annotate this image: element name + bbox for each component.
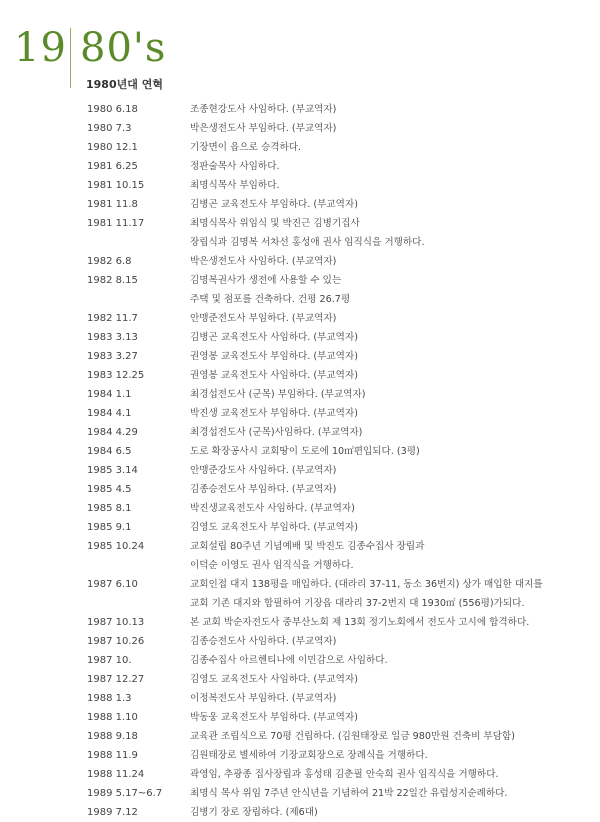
entry-description xyxy=(190,727,593,746)
entry-text-line: 박진생 교육전도사 부임하다. (부교역자) xyxy=(190,408,358,419)
entry-date: 1981 10.15 xyxy=(87,180,145,191)
entry-text-line: 박은생전도사 사임하다. (부교역자) xyxy=(190,256,337,267)
entry-description xyxy=(190,100,593,119)
entry-date: 1987 12.27 xyxy=(87,674,145,685)
entry-text-line: 주택 및 점포를 건축하다. 건평 26.7평 xyxy=(190,294,351,305)
entry-description xyxy=(190,537,593,575)
history-entry xyxy=(87,651,593,670)
entry-text-line: 김병기 장로 장립하다. (제6대) xyxy=(190,807,318,818)
entry-description xyxy=(190,765,593,784)
entry-text-line: 최명식 목사 위임 7주년 안식년을 기념하여 21박 22일간 유럽성지순례하다. xyxy=(190,788,508,799)
history-entry xyxy=(87,423,593,442)
entry-text-line: 김원태장로 별세하여 기장교회장으로 장례식을 거행하다. xyxy=(190,750,428,761)
entry-description xyxy=(190,499,593,518)
entry-date: 1980 12.1 xyxy=(87,142,138,153)
history-entry xyxy=(87,100,593,119)
entry-text-line: 최경섭전도사 (군목)사임하다. (부교역자) xyxy=(190,427,363,438)
history-entry xyxy=(87,271,593,309)
entry-description xyxy=(190,138,593,157)
entry-text-line: 교육관 조립식으로 70평 건립하다. (김원태장로 일금 980만원 건축비 부담함) xyxy=(190,731,515,742)
entry-description xyxy=(190,803,593,822)
entry-text-line: 박동웅 교육전도사 부임하다. (부교역자) xyxy=(190,712,358,723)
entry-date: 1988 9.18 xyxy=(87,731,138,742)
entry-text-line: 김종승전도사 사임하다. (부교역자) xyxy=(190,636,337,647)
entry-text-line: 김영도 교육전도사 부임하다. (부교역자) xyxy=(190,522,358,533)
history-entry xyxy=(87,328,593,347)
history-entry xyxy=(87,385,593,404)
history-list xyxy=(87,100,593,822)
history-entry xyxy=(87,195,593,214)
entry-date: 1984 1.1 xyxy=(87,389,132,400)
entry-text-line: 박진생교육전도사 사임하다. (부교역자) xyxy=(190,503,355,514)
entry-text-line: 최명식목사 위임식 및 박진근 김병기집사 xyxy=(190,218,360,229)
history-entry xyxy=(87,708,593,727)
history-entry xyxy=(87,461,593,480)
entry-date: 1984 4.29 xyxy=(87,427,138,438)
entry-text-line: 도로 확장공사시 교회땅이 도로에 10㎡편입되다. (3평) xyxy=(190,446,420,457)
entry-description xyxy=(190,195,593,214)
entry-text-line: 정판술목사 사임하다. xyxy=(190,161,280,172)
entry-text-line: 본 교회 박순자전도사 중부산노회 제 13회 정기노회에서 전도사 고시에 합격하다. xyxy=(190,617,530,628)
entry-description xyxy=(190,385,593,404)
history-entry xyxy=(87,499,593,518)
entry-description xyxy=(190,632,593,651)
entry-date: 1984 6.5 xyxy=(87,446,132,457)
entry-date: 1984 4.1 xyxy=(87,408,132,419)
entry-text-line: 김병곤 교육전도사 부임하다. (부교역자) xyxy=(190,199,358,210)
entry-date: 1982 11.7 xyxy=(87,313,138,324)
entry-text-line: 김명복권사가 생전에 사용할 수 있는 xyxy=(190,275,342,286)
entry-date: 1987 10.13 xyxy=(87,617,145,628)
entry-text-line: 안맹준강도사 사임하다. (부교역자) xyxy=(190,465,337,476)
entry-text-line: 김종수집사 아르헨티나에 이민감으로 사임하다. xyxy=(190,655,388,666)
history-entry xyxy=(87,537,593,575)
entry-description xyxy=(190,575,593,613)
entry-description xyxy=(190,613,593,632)
entry-text-line: 교회 기존 대지와 합필하여 기장읍 대라리 37-2번지 대 1930㎡ (556평)가되다. xyxy=(190,598,525,609)
entry-date: 1980 7.3 xyxy=(87,123,132,134)
entry-text-line: 최명식목사 부임하다. xyxy=(190,180,280,191)
history-entry xyxy=(87,309,593,328)
entry-date: 1985 9.1 xyxy=(87,522,132,533)
entry-date: 1982 8.15 xyxy=(87,275,138,286)
entry-date: 1981 11.17 xyxy=(87,218,145,229)
entry-text-line: 곽영임, 추광종 집사장립과 홍성태 김춘필 안숙희 권사 임직식을 거행하다. xyxy=(190,769,499,780)
entry-description xyxy=(190,328,593,347)
history-entry xyxy=(87,746,593,765)
header-divider xyxy=(70,28,71,88)
entry-description xyxy=(190,784,593,803)
entry-description xyxy=(190,708,593,727)
entry-text-line: 김종승전도사 부임하다. (부교역자) xyxy=(190,484,337,495)
entry-date: 1987 10. xyxy=(87,655,132,666)
history-entry xyxy=(87,442,593,461)
history-entry xyxy=(87,784,593,803)
entry-description xyxy=(190,404,593,423)
entry-text-line: 교회설립 80주년 기념예배 및 박진도 김종수집사 장립과 xyxy=(190,541,425,552)
history-entry xyxy=(87,404,593,423)
history-entry xyxy=(87,366,593,385)
entry-date: 1981 11.8 xyxy=(87,199,138,210)
history-entry xyxy=(87,613,593,632)
entry-description xyxy=(190,461,593,480)
entry-date: 1988 11.24 xyxy=(87,769,145,780)
entry-text-line: 장립식과 김명복 서차선 홍성애 권사 임직식을 거행하다. xyxy=(190,237,425,248)
entry-description xyxy=(190,423,593,442)
entry-text-line: 권영봉 교육전도사 부임하다. (부교역자) xyxy=(190,351,358,362)
history-entry xyxy=(87,670,593,689)
entry-description xyxy=(190,670,593,689)
entry-date: 1985 4.5 xyxy=(87,484,132,495)
entry-description xyxy=(190,309,593,328)
history-entry xyxy=(87,727,593,746)
entry-text-line: 김병곤 교육전도사 사임하다. (부교역자) xyxy=(190,332,358,343)
entry-description xyxy=(190,689,593,708)
entry-description xyxy=(190,746,593,765)
entry-date: 1988 1.10 xyxy=(87,712,138,723)
entry-date: 1988 1.3 xyxy=(87,693,132,704)
entry-description xyxy=(190,347,593,366)
entry-date: 1988 11.9 xyxy=(87,750,138,761)
entry-date: 1983 3.27 xyxy=(87,351,138,362)
entry-text-line: 최경섭전도사 (군목) 부임하다. (부교역자) xyxy=(190,389,366,400)
entry-date: 1983 3.13 xyxy=(87,332,138,343)
history-entry xyxy=(87,575,593,613)
history-entry xyxy=(87,689,593,708)
entry-description xyxy=(190,157,593,176)
entry-text-line: 안맹준전도사 부임하다. (부교역자) xyxy=(190,313,337,324)
history-entry xyxy=(87,480,593,499)
entry-description xyxy=(190,176,593,195)
history-entry xyxy=(87,119,593,138)
page-header xyxy=(0,0,600,100)
history-entry xyxy=(87,803,593,822)
entry-date: 1985 10.24 xyxy=(87,541,145,552)
entry-date: 1987 6.10 xyxy=(87,579,138,590)
entry-text-line: 박은생전도사 부임하다. (부교역자) xyxy=(190,123,337,134)
entry-description xyxy=(190,651,593,670)
page-subtitle: 1980년대 연혁 xyxy=(86,78,163,91)
entry-text-line: 교회인접 대지 138평을 매입하다. (대라리 37-11, 동소 36번지) 상가 매입한 대지를 xyxy=(190,579,543,590)
entry-description xyxy=(190,518,593,537)
entry-date: 1981 6.25 xyxy=(87,161,138,172)
entry-date: 1989 7.12 xyxy=(87,807,138,818)
decade-title: 80's xyxy=(80,25,167,71)
history-entry xyxy=(87,518,593,537)
entry-date: 1989 5.17~6.7 xyxy=(87,788,163,799)
entry-description xyxy=(190,271,593,309)
entry-description xyxy=(190,366,593,385)
entry-text-line: 조종현강도사 사임하다. (부교역자) xyxy=(190,104,337,115)
entry-text-line: 권영봉 교육전도사 사임하다. (부교역자) xyxy=(190,370,358,381)
history-entry xyxy=(87,214,593,252)
entry-description xyxy=(190,442,593,461)
entry-date: 1983 12.25 xyxy=(87,370,145,381)
history-entry xyxy=(87,632,593,651)
entry-text-line: 이정복전도사 부임하다. (부교역자) xyxy=(190,693,337,704)
decade-prefix: 19 xyxy=(14,25,67,71)
entry-description xyxy=(190,480,593,499)
history-entry xyxy=(87,347,593,366)
history-entry xyxy=(87,138,593,157)
history-entry xyxy=(87,252,593,271)
history-entry xyxy=(87,176,593,195)
entry-text-line: 김영도 교육전도사 사임하다. (부교역자) xyxy=(190,674,358,685)
entry-description xyxy=(190,252,593,271)
entry-description xyxy=(190,214,593,252)
entry-date: 1982 6.8 xyxy=(87,256,132,267)
entry-date: 1985 8.1 xyxy=(87,503,132,514)
entry-date: 1987 10.26 xyxy=(87,636,145,647)
history-entry xyxy=(87,157,593,176)
history-entry xyxy=(87,765,593,784)
entry-description xyxy=(190,119,593,138)
entry-text-line: 기장면이 읍으로 승격하다. xyxy=(190,142,302,153)
entry-date: 1985 3.14 xyxy=(87,465,138,476)
entry-text-line: 이덕순 이영도 권사 임직식을 거행하다. xyxy=(190,560,354,571)
entry-date: 1980 6.18 xyxy=(87,104,138,115)
